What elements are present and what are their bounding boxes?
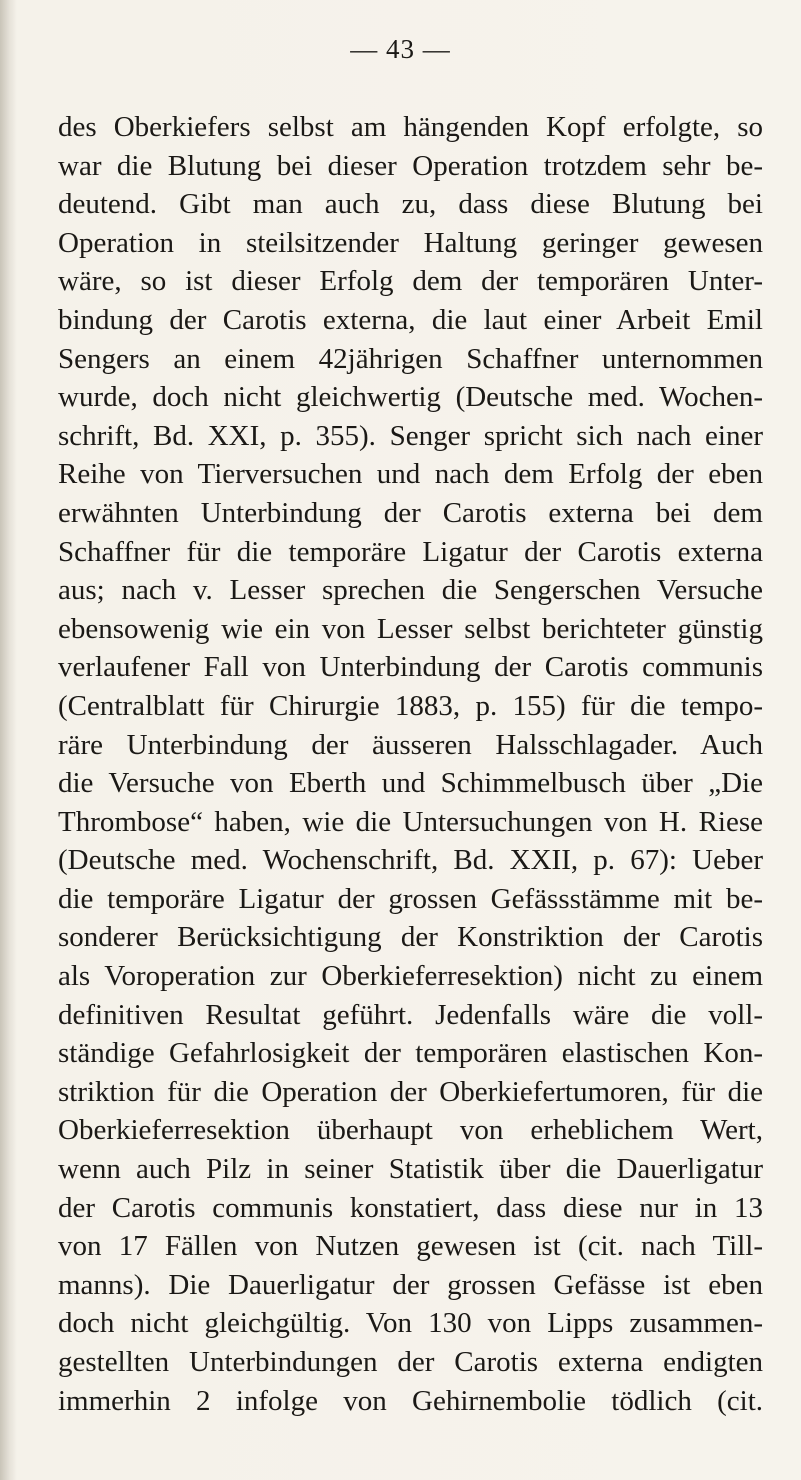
text-line: der Carotis communis konstatiert, dass diese nur in 13 (58, 1191, 763, 1224)
text-line: räre Unterbindung der äusseren Halsschlagader. Auch (58, 728, 763, 761)
text-line: Oberkieferresektion überhaupt von erheblichem Wert, (58, 1114, 763, 1147)
text-line: manns). Die Dauerligatur der grossen Gefässe ist eben (58, 1268, 763, 1301)
text-line: (Centralblatt für Chirurgie 1883, p. 155) für die tempo- (58, 689, 763, 722)
text-line: gestellten Unterbindungen der Carotis externa endigten (58, 1346, 763, 1378)
text-line: ständige Gefahrlosigkeit der temporären elastischen Kon- (58, 1037, 763, 1070)
text-line: doch nicht gleichgültig. Von 130 von Lipps zusammen- (58, 1307, 763, 1340)
text-line: war die Blutung bei dieser Operation trotzdem sehr be- (58, 149, 763, 182)
text-line: von 17 Fällen von Nutzen gewesen ist (cit. nach Till- (58, 1230, 763, 1263)
text-line: ebensowenig wie ein von Lesser selbst berichteter günstig (58, 612, 763, 645)
text-line: striktion für die Operation der Oberkiefertumoren, für die (58, 1075, 763, 1108)
text-line: sonderer Berücksichtigung der Konstriktion der Carotis (58, 921, 763, 954)
page-number: — 43 — (350, 34, 451, 64)
text-line: die Versuche von Eberth und Schimmelbusch über „Die (58, 767, 763, 800)
text-line: Reihe von Tierversuchen und nach dem Erfolg der eben (58, 458, 763, 491)
text-line: Schaffner für die temporäre Ligatur der Carotis externa (58, 535, 763, 568)
text-line: als Voroperation zur Oberkieferresektion) nicht zu einem (58, 960, 763, 993)
text-line: des Oberkiefers selbst am hängenden Kopf erfolgte, so (58, 111, 763, 143)
text-line: (Deutsche med. Wochenschrift, Bd. XXII, p. 67): Ueber (58, 844, 763, 877)
text-line: Sengers an einem 42jährigen Schaffner unternommen (58, 342, 763, 375)
text-line: wäre, so ist dieser Erfolg dem der temporären Unter- (58, 265, 763, 298)
body-text (58, 108, 763, 1420)
text-line: Thrombose“ haben, wie die Untersuchungen von H. Riese (58, 805, 763, 838)
text-line: wenn auch Pilz in seiner Statistik über die Dauerligatur (58, 1153, 763, 1186)
text-line: Operation in steilsitzender Haltung geringer gewesen (58, 226, 763, 259)
text-line: die temporäre Ligatur der grossen Gefässstämme mit be- (58, 882, 763, 915)
text-line: wurde, doch nicht gleichwertig (Deutsche med. Wochen- (58, 381, 763, 414)
text-line: aus; nach v. Lesser sprechen die Sengerschen Versuche (58, 574, 763, 607)
text-line: immerhin 2 infolge von Gehirnembolie tödlich (cit. (58, 1384, 763, 1417)
text-line: bindung der Carotis externa, die laut einer Arbeit Emil (58, 303, 763, 336)
text-line: schrift, Bd. XXI, p. 355). Senger spricht sich nach einer (58, 419, 763, 452)
text-line: verlaufener Fall von Unterbindung der Carotis communis (58, 651, 763, 684)
text-line: definitiven Resultat geführt. Jedenfalls wäre die voll- (58, 998, 763, 1031)
text-line: erwähnten Unterbindung der Carotis externa bei dem (58, 496, 763, 529)
text-line: deutend. Gibt man auch zu, dass diese Blutung bei (58, 188, 763, 221)
binding-shadow (0, 0, 16, 1480)
